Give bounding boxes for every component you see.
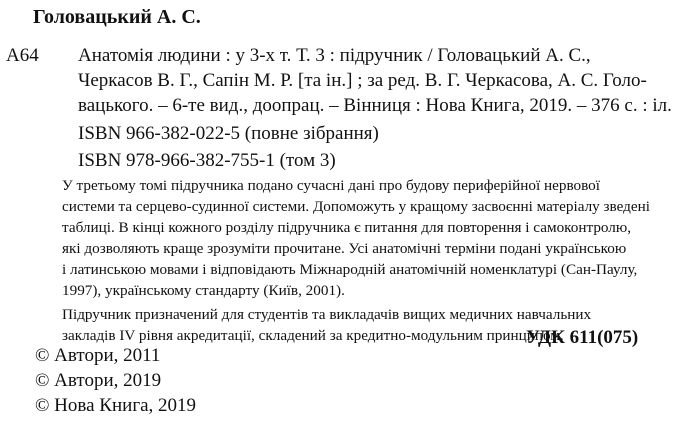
bib-line: вацького. – 6-те вид., доопрац. – Вінниця : Нова Книга, 2019. – 376 с. : іл. [78, 95, 672, 116]
bib-line: Черкасов В. Г., Сапін М. Р. [та ін.] ; за ред. В. Г. Черкасова, А. С. Голо- [78, 70, 647, 91]
bib-line: Анатомія людини : у 3-х т. Т. 3 : підручник / Головацький А. С., [78, 45, 591, 66]
annotation-line: таблиці. В кінці кожного розділу підручника є питання для повторення і самоконтролю, [62, 219, 632, 236]
isbn-line: ISBN 966-382-022-5 (повне зібрання) [78, 123, 379, 144]
annotation-line: Підручник призначений для студентів та викладачів вищих медичних навчальних [62, 306, 592, 323]
copyright-line: © Нова Книга, 2019 [35, 395, 197, 416]
library-code: А64 [6, 45, 39, 66]
annotation-line: У третьому томі підручника подано сучасні дані про будову периферійної нервової [62, 177, 600, 194]
annotation-line: закладів IV рівня акредитації, складений за кредитно-модульним принципом. [62, 327, 564, 344]
annotation-line: 1997), українському стандарту (Київ, 2001). [62, 282, 345, 299]
isbn-line: ISBN 978-966-382-755-1 (том 3) [78, 150, 336, 171]
copyright-line: © Автори, 2019 [35, 370, 162, 391]
udk-code: УДК 611(075) [526, 327, 639, 348]
annotation-line: системи та серцево-судинної системи. Допоможуть у кращому засвоєнні матеріалу зведені [62, 198, 650, 215]
copyright-line: © Автори, 2011 [35, 345, 161, 366]
annotation-line: які дозволяють краще зрозуміти прочитане. Усі анатомічні терміни подані українською [62, 240, 627, 257]
author-heading: Головацький А. С. [33, 6, 201, 28]
annotation-line: і латинською мовами і відповідають Міжнародній анатомічній номенклатурі (Сан-Паулу, [62, 261, 638, 278]
